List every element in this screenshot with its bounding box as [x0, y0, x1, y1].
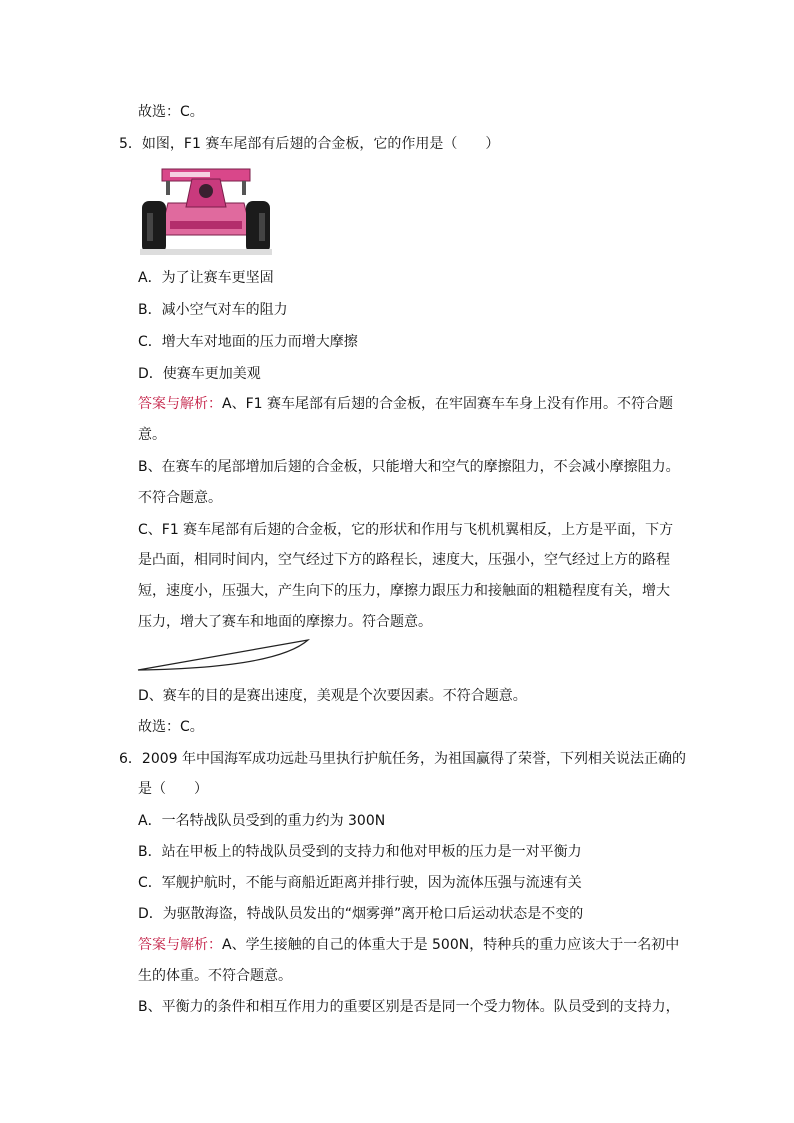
q5-analysis-text: A、F1 赛车尾部有后翅的合金板，在牢固赛车车身上没有作用。不符合题	[222, 396, 673, 412]
f1-car-image	[140, 163, 272, 257]
q6-option-c: C．军舰护航时，不能与商船近距离并排行驶，因为流体压强与流速有关	[138, 875, 582, 891]
q5-option-a: A．为了让赛车更坚固	[138, 270, 274, 286]
q6-analysis-line	[138, 935, 679, 955]
q6-stem: 6．2009 年中国海军成功远赴马里执行护航任务，为祖国赢得了荣誉，下列相关说法正确的	[119, 751, 686, 767]
q6-stem: 是（ ）	[138, 781, 208, 797]
prev-final-answer: 故选：C。	[138, 104, 204, 120]
q6-analysis-line: B、平衡力的条件和相互作用力的重要区别是否是同一个受力物体。队员受到的支持力，	[138, 999, 680, 1015]
q5-analysis-line: 意。	[138, 427, 166, 443]
q5-stem: 5．如图，F1 赛车尾部有后翅的合金板，它的作用是（ ）	[119, 136, 500, 152]
wing-cross-section-diagram	[136, 636, 312, 676]
q5-answer-label: 答案与解析：	[138, 396, 222, 412]
q5-final-answer: 故选：C。	[138, 719, 204, 735]
q5-analysis-line: B、在赛车的尾部增加后翅的合金板，只能增大和空气的摩擦阻力，不会减小摩擦阻力。	[138, 459, 680, 475]
q5-analysis-line: 是凸面，相同时间内，空气经过下方的路程长，速度大，压强小，空气经过上方的路程	[138, 552, 670, 568]
q6-analysis-line: 生的体重。不符合题意。	[138, 968, 292, 984]
q5-analysis-line: D、赛车的目的是赛出速度，美观是个次要因素。不符合题意。	[138, 688, 527, 704]
q5-analysis-line: 不符合题意。	[138, 490, 222, 506]
q5-analysis-line: C、F1 赛车尾部有后翅的合金板，它的形状和作用与飞机机翼相反，上方是平面，下方	[138, 522, 674, 538]
q5-analysis-line: 压力，增大了赛车和地面的摩擦力。符合题意。	[138, 614, 432, 630]
q6-option-a: A．一名特战队员受到的重力约为 300N	[138, 813, 386, 829]
q6-answer-label: 答案与解析：	[138, 937, 222, 953]
q6-option-b: B．站在甲板上的特战队员受到的支持力和他对甲板的压力是一对平衡力	[138, 844, 582, 860]
q5-analysis-line	[138, 394, 673, 414]
q5-option-b: B．减小空气对车的阻力	[138, 302, 288, 318]
q5-analysis-line: 短，速度小，压强大，产生向下的压力，摩擦力跟压力和接触面的粗糙程度有关，增大	[138, 583, 670, 599]
q6-analysis-text: A、学生接触的自己的体重大于是 500N，特种兵的重力应该大于一名初中	[222, 937, 680, 953]
q5-option-c: C．增大车对地面的压力而增大摩擦	[138, 334, 358, 350]
q6-option-d: D．为驱散海盗，特战队员发出的“烟雾弹”离开枪口后运动状态是不变的	[138, 906, 584, 922]
q5-option-d: D．使赛车更加美观	[138, 366, 261, 382]
